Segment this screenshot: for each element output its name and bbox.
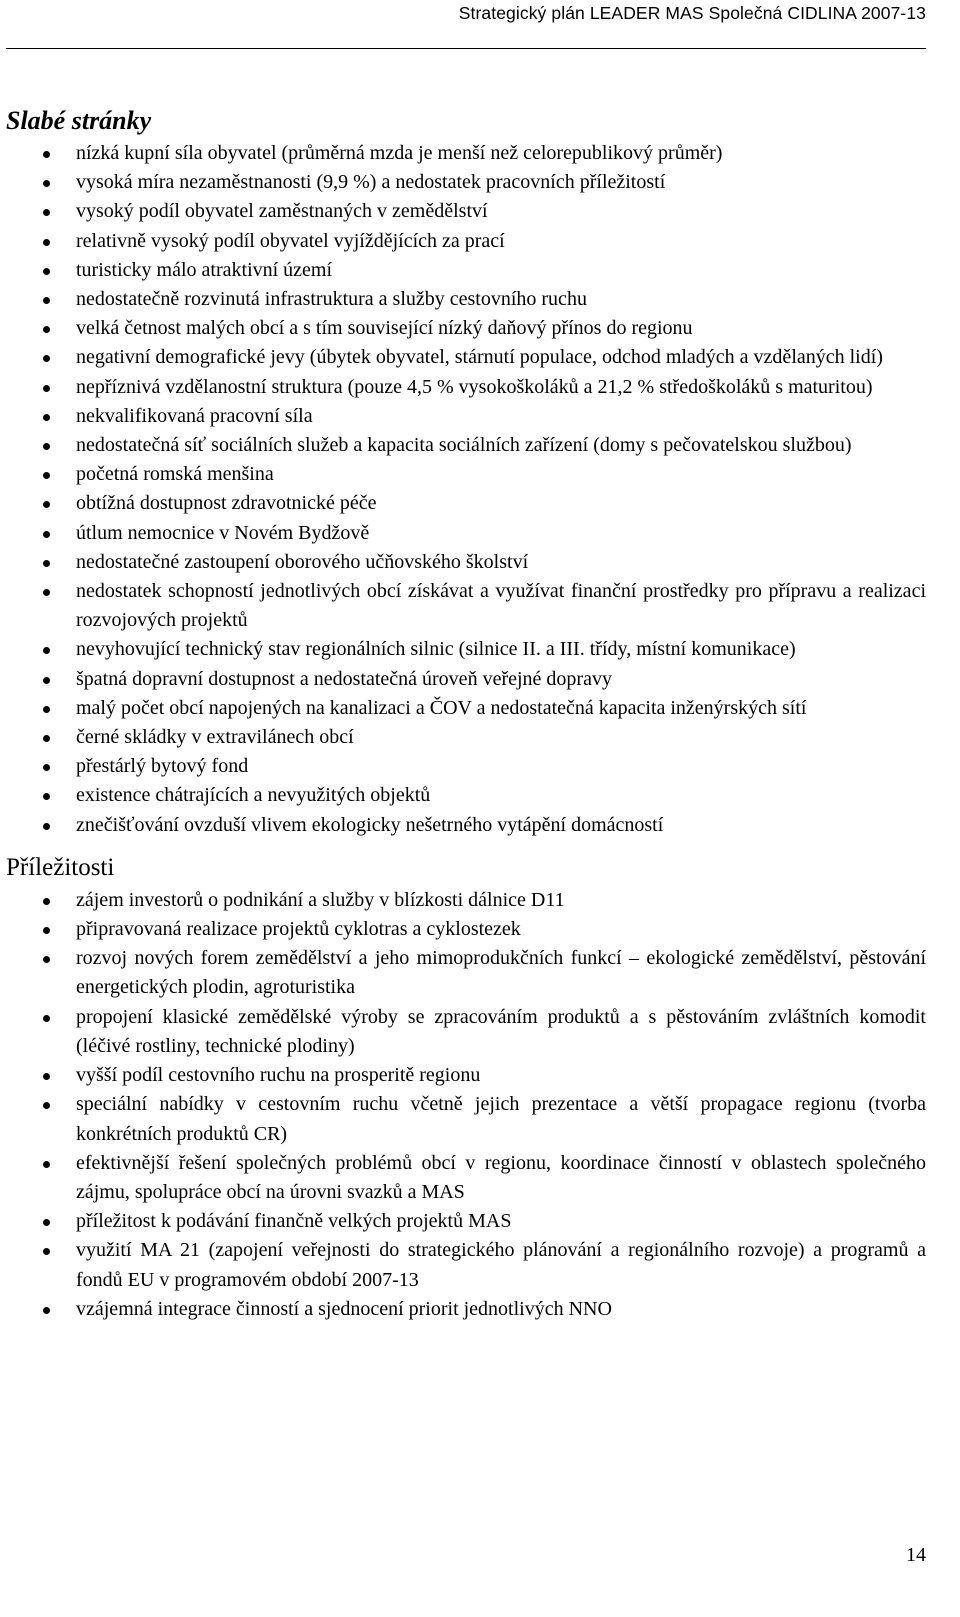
weaknesses-item-text: nedostatečné zastoupení oborového učňovského školství xyxy=(76,550,529,573)
bullet-icon xyxy=(43,793,50,800)
weaknesses-item-text: černé skládky v extravilánech obcí xyxy=(76,726,354,749)
weaknesses-item xyxy=(6,460,926,489)
weaknesses-item xyxy=(6,139,926,168)
weaknesses-item-text: nízká kupní síla obyvatel (průměrná mzda je menší než celorepublikový průměr) xyxy=(76,142,723,164)
weaknesses-item xyxy=(6,723,926,752)
bullet-icon xyxy=(43,414,50,421)
header-divider xyxy=(6,48,926,49)
weaknesses-item xyxy=(6,781,926,810)
page-number: 14 xyxy=(906,1544,926,1566)
weaknesses-item-text: malý počet obcí napojených na kanalizaci a ČOV a nedostatečná kapacita inženýrských sítí xyxy=(76,696,807,719)
weaknesses-item xyxy=(6,285,926,314)
bullet-icon xyxy=(43,151,50,158)
weaknesses-item xyxy=(6,227,926,256)
weaknesses-item-text: velká četnost malých obcí a s tím související nízký daňový přínos do regionu xyxy=(76,317,693,340)
weaknesses-item-text: turisticky málo atraktivní území xyxy=(76,258,333,281)
bullet-icon xyxy=(43,326,50,333)
weaknesses-item-text: špatná dopravní dostupnost a nedostatečná úroveň veřejné dopravy xyxy=(76,667,612,690)
weaknesses-item-text: nepříznivá vzdělanostní struktura (pouze 4,5 % vysokoškoláků a 21,2 % středoškoláků s maturitou) xyxy=(76,375,873,398)
bullet-icon xyxy=(43,501,50,508)
weaknesses-item xyxy=(6,577,926,635)
bullet-icon xyxy=(43,239,50,246)
bullet-icon xyxy=(43,472,50,479)
bullet-icon xyxy=(43,531,50,538)
bullet-icon xyxy=(43,560,50,567)
weaknesses-item xyxy=(6,752,926,781)
weaknesses-item-text: nedostatečná síť sociálních služeb a kapacita sociálních zařízení (domy s pečovatelskou službou) xyxy=(76,434,852,457)
bullet-icon xyxy=(43,677,50,684)
weaknesses-item xyxy=(6,635,926,664)
weaknesses-item xyxy=(6,197,926,226)
bullet-icon xyxy=(43,1248,50,1255)
bullet-icon xyxy=(43,823,50,830)
opportunities-item xyxy=(6,1149,926,1207)
opportunities-item xyxy=(6,944,926,1002)
bullet-icon xyxy=(43,297,50,304)
document-body xyxy=(6,103,957,1324)
opportunities-item-text: efektivnější řešení společných problémů obcí v regionu, koordinace činností v oblastech společného zájmu, spolupráce obcí na úrovni svazků a MAS xyxy=(76,1151,926,1203)
bullet-icon xyxy=(43,209,50,216)
opportunities-heading: Příležitosti xyxy=(6,853,115,881)
weaknesses-item-text: nedostatek schopností jednotlivých obcí získávat a využívat finanční prostředky pro přípravu a realizaci rozvojových projektů xyxy=(76,580,926,632)
weaknesses-item-text: útlum nemocnice v Novém Bydžově xyxy=(76,521,370,544)
bullet-icon xyxy=(43,443,50,450)
opportunities-item-text: připravovaná realizace projektů cyklotras a cyklostezek xyxy=(76,918,521,941)
bullet-icon xyxy=(43,589,50,596)
opportunities-item-text: zájem investorů o podnikání a služby v blízkosti dálnice D11 xyxy=(76,888,565,911)
bullet-icon xyxy=(43,764,50,771)
bullet-icon xyxy=(43,1307,50,1314)
weaknesses-item-text: vysoká míra nezaměstnanosti (9,9 %) a nedostatek pracovních příležitostí xyxy=(76,171,666,194)
weaknesses-item xyxy=(6,314,926,343)
weaknesses-item-text: obtížná dostupnost zdravotnické péče xyxy=(76,492,377,515)
weaknesses-item xyxy=(6,665,926,694)
opportunities-item xyxy=(6,1003,926,1061)
weaknesses-item xyxy=(6,373,926,402)
opportunities-item-text: rozvoj nových forem zemědělství a jeho mimoprodukčních funkcí – ekologické zemědělství, pěstování energetických plodin, agroturistika xyxy=(76,947,926,999)
bullet-icon xyxy=(43,1015,50,1022)
bullet-icon xyxy=(43,956,50,963)
weaknesses-item xyxy=(6,256,926,285)
opportunities-item xyxy=(6,1207,926,1236)
opportunities-item-text: příležitost k podávání finančně velkých projektů MAS xyxy=(76,1210,512,1233)
weaknesses-item xyxy=(6,431,926,460)
weaknesses-item-text: nekvalifikovaná pracovní síla xyxy=(76,404,313,427)
opportunities-item-text: propojení klasické zemědělské výroby se zpracováním produktů a s pěstováním zvláštních komodit (léčivé rostliny, technické plodiny) xyxy=(76,1005,926,1057)
opportunities-item xyxy=(6,1061,926,1090)
weaknesses-item xyxy=(6,402,926,431)
weaknesses-item-text: negativní demografické jevy (úbytek obyvatel, stárnutí populace, odchod mladých a vzdělaných lidí) xyxy=(76,346,883,369)
running-header-title: Strategický plán LEADER MAS Společná CIDLINA 2007-13 xyxy=(458,3,926,23)
bullet-icon xyxy=(43,647,50,654)
opportunities-item xyxy=(6,1236,926,1294)
bullet-icon xyxy=(43,1102,50,1109)
opportunities-item xyxy=(6,1295,926,1324)
weaknesses-item-text: přestárlý bytový fond xyxy=(76,755,249,778)
weaknesses-item-text: početná romská menšina xyxy=(76,463,274,486)
bullet-icon xyxy=(43,927,50,934)
weaknesses-item-text: vysoký podíl obyvatel zaměstnaných v zemědělství xyxy=(76,200,488,223)
bullet-icon xyxy=(43,355,50,362)
opportunities-item xyxy=(6,886,926,915)
weaknesses-item-text: existence chátrajících a nevyužitých objektů xyxy=(76,784,431,807)
opportunities-item-text: využití MA 21 (zapojení veřejnosti do strategického plánování a regionálního rozvoje) a programů a fondů EU v programovém období 2007-13 xyxy=(76,1239,926,1291)
weaknesses-item xyxy=(6,548,926,577)
bullet-icon xyxy=(43,1073,50,1080)
opportunities-item xyxy=(6,915,926,944)
bullet-icon xyxy=(43,1161,50,1168)
bullet-icon xyxy=(43,898,50,905)
weaknesses-item xyxy=(6,519,926,548)
opportunities-item-text: speciální nabídky v cestovním ruchu včetně jejich prezentace a větší propagace regionu (tvorba konkrétních produktů CR) xyxy=(76,1093,926,1145)
opportunities-list xyxy=(6,886,957,1324)
weaknesses-item-text: nevyhovující technický stav regionálních silnic (silnice II. a III. třídy, místní komunikace) xyxy=(76,638,796,661)
bullet-icon xyxy=(43,706,50,713)
weaknesses-list xyxy=(6,139,957,840)
bullet-icon xyxy=(43,1219,50,1226)
bullet-icon xyxy=(43,735,50,742)
weaknesses-item xyxy=(6,489,926,518)
weaknesses-item xyxy=(6,343,926,372)
weaknesses-heading: Slabé stránky xyxy=(6,106,152,135)
weaknesses-item xyxy=(6,811,926,840)
weaknesses-item xyxy=(6,694,926,723)
bullet-icon xyxy=(43,268,50,275)
weaknesses-item-text: nedostatečně rozvinutá infrastruktura a služby cestovního ruchu xyxy=(76,288,587,311)
weaknesses-item-text: znečišťování ovzduší vlivem ekologicky nešetrného vytápění domácností xyxy=(76,813,664,836)
weaknesses-item-text: relativně vysoký podíl obyvatel vyjíždějících za prací xyxy=(76,229,505,252)
opportunities-item-text: vzájemná integrace činností a sjednocení priorit jednotlivých NNO xyxy=(76,1297,612,1320)
opportunities-item xyxy=(6,1090,926,1148)
opportunities-item-text: vyšší podíl cestovního ruchu na prosperitě regionu xyxy=(76,1064,481,1087)
weaknesses-item xyxy=(6,168,926,197)
bullet-icon xyxy=(43,180,50,187)
bullet-icon xyxy=(43,385,50,392)
